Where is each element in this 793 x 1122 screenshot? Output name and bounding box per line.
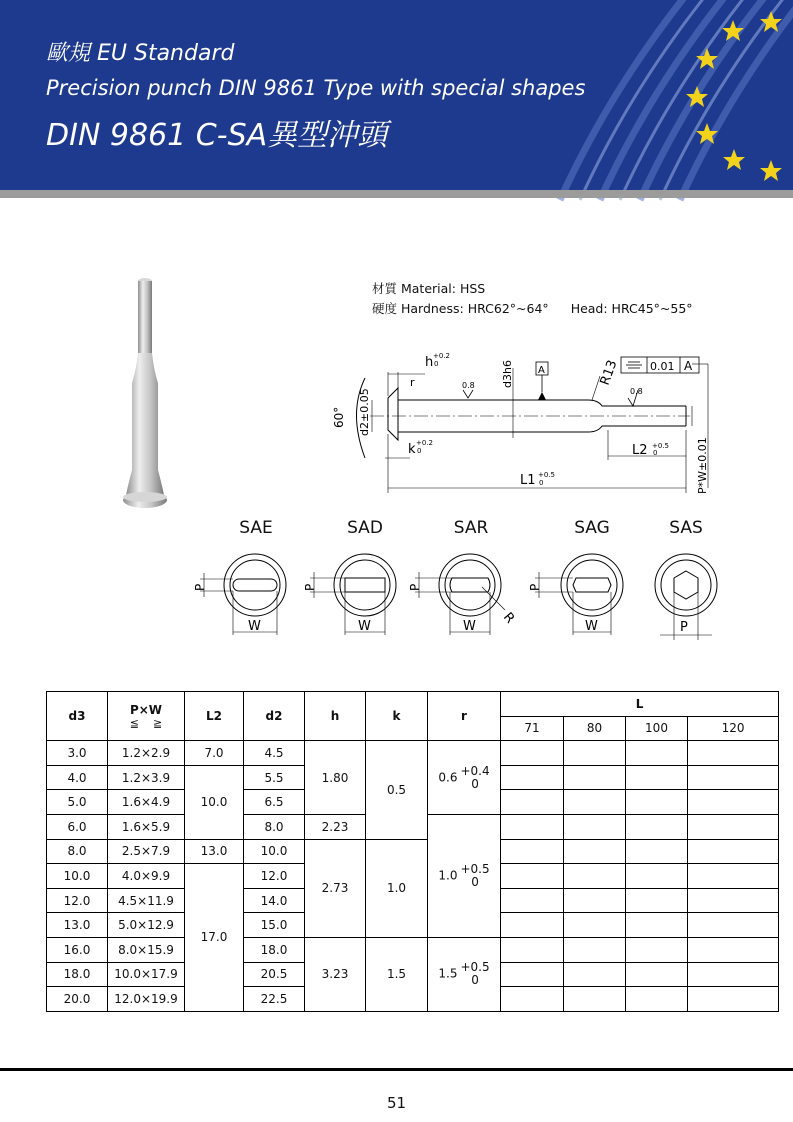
- table-row: [47, 937, 779, 962]
- header-title: DIN 9861 C-SA異型沖頭: [46, 118, 388, 153]
- cell-pw: 5.0×12.9: [108, 913, 185, 938]
- sar-w: W: [463, 619, 476, 634]
- cell-l: [688, 814, 779, 839]
- l2-dim: L2: [632, 443, 648, 458]
- cell-l2: 13.0: [185, 839, 244, 864]
- cell-d3: 6.0: [47, 814, 108, 839]
- pw-dim: P*W±0.01: [696, 437, 709, 494]
- cell-l2: 7.0: [185, 741, 244, 766]
- cell-l: [501, 962, 564, 987]
- cell-pw: 4.5×11.9: [108, 888, 185, 913]
- punch-image: [118, 275, 198, 525]
- header-k: k: [366, 692, 428, 741]
- h-dim: h: [425, 355, 434, 370]
- l-value: 120: [688, 716, 779, 741]
- cell-l: [501, 814, 564, 839]
- page-number: 51: [386, 1094, 407, 1112]
- table-row: [47, 741, 779, 766]
- technical-drawing: [330, 348, 709, 498]
- cell-d3: 5.0: [47, 790, 108, 815]
- type-label-sag: SAG: [574, 518, 610, 538]
- cell-l: [626, 741, 688, 766]
- cell-d2: 10.0: [244, 839, 305, 864]
- cell-l: [501, 864, 564, 889]
- cell-l: [564, 814, 626, 839]
- cell-d3: 20.0: [47, 987, 108, 1012]
- cell-d2: 8.0: [244, 814, 305, 839]
- cell-l: [688, 790, 779, 815]
- cell-d2: 4.5: [244, 741, 305, 766]
- cell-d2: 18.0: [244, 937, 305, 962]
- r-tol-up: +0.5: [460, 861, 490, 876]
- cell-l: [564, 741, 626, 766]
- header-r: r: [428, 692, 501, 741]
- tol-datum: A: [684, 359, 693, 373]
- cell-l: [564, 864, 626, 889]
- r-value: 1.0: [438, 868, 458, 883]
- k-tol: +0.2: [416, 439, 433, 447]
- cell-l: [688, 765, 779, 790]
- footer-divider: [0, 1068, 793, 1071]
- cell-l: [688, 913, 779, 938]
- cell-l: [688, 839, 779, 864]
- cell-l: [626, 913, 688, 938]
- cell-l: [626, 937, 688, 962]
- r-tol-up: +0.4: [460, 763, 490, 778]
- l-value: 80: [564, 716, 626, 741]
- table-header-row: [47, 692, 779, 717]
- sag-p: P: [528, 583, 542, 591]
- cell-r: [428, 937, 501, 1011]
- cell-k: 1.0: [366, 839, 428, 937]
- sae-w: W: [248, 619, 261, 634]
- cell-k: 1.5: [366, 937, 428, 1011]
- l-value: 100: [626, 716, 688, 741]
- cell-l: [501, 937, 564, 962]
- material-text: 材質 Material: HSS: [372, 281, 486, 296]
- cell-h: 2.73: [305, 839, 366, 937]
- cell-d3: 10.0: [47, 864, 108, 889]
- cell-pw: 8.0×15.9: [108, 937, 185, 962]
- cell-l: [688, 937, 779, 962]
- header-pw-sub: ≦ ≧: [129, 716, 163, 730]
- cell-l: [626, 839, 688, 864]
- r-tol-up: +0.5: [460, 960, 490, 975]
- l1-tol0: 0: [539, 479, 544, 487]
- cell-l: [501, 790, 564, 815]
- cell-l: [626, 987, 688, 1012]
- hardness-text: 硬度 Hardness: HRC62°~64°: [372, 301, 549, 316]
- header-subtitle: Precision punch DIN 9861 Type with special shapes: [46, 76, 586, 100]
- cell-l: [564, 839, 626, 864]
- cell-d3: 3.0: [47, 741, 108, 766]
- cell-r: [428, 741, 501, 815]
- sar-r: R: [499, 609, 518, 627]
- cell-pw: 12.0×19.9: [108, 987, 185, 1012]
- cell-d3: 8.0: [47, 839, 108, 864]
- tol-value: 0.01: [650, 360, 675, 373]
- cell-l: [501, 765, 564, 790]
- cell-d2: 5.5: [244, 765, 305, 790]
- sar-p: P: [408, 583, 422, 591]
- type-label-sar: SAR: [453, 518, 489, 538]
- h-tol: +0.2: [433, 352, 450, 360]
- cell-l: [564, 987, 626, 1012]
- header-standard: 歐規 EU Standard: [46, 41, 235, 66]
- cell-l: [564, 962, 626, 987]
- cell-pw: 1.6×5.9: [108, 814, 185, 839]
- r-tol-low: 0: [471, 776, 479, 791]
- cell-l: [501, 888, 564, 913]
- cell-d2: 15.0: [244, 913, 305, 938]
- header-l: L: [501, 692, 779, 717]
- header-banner: [0, 0, 793, 190]
- cell-d3: 13.0: [47, 913, 108, 938]
- cell-l: [564, 913, 626, 938]
- cell-h: 3.23: [305, 937, 366, 1011]
- d2-dim: d2±0.05: [358, 388, 371, 436]
- cell-pw: 1.2×2.9: [108, 741, 185, 766]
- cell-l2: 17.0: [185, 864, 244, 1012]
- header-l2: L2: [185, 692, 244, 741]
- cell-l: [688, 741, 779, 766]
- cell-d3: 16.0: [47, 937, 108, 962]
- cell-l: [626, 962, 688, 987]
- cell-l: [688, 962, 779, 987]
- r-dim: r: [410, 376, 415, 389]
- cell-l: [626, 790, 688, 815]
- type-label-sas: SAS: [669, 518, 703, 538]
- cell-h: 2.23: [305, 814, 366, 839]
- type-label-sad: SAD: [347, 518, 383, 538]
- header-h: h: [305, 692, 366, 741]
- cell-pw: 1.6×4.9: [108, 790, 185, 815]
- cell-l: [501, 741, 564, 766]
- cell-d3: 18.0: [47, 962, 108, 987]
- sae-p: P: [193, 583, 207, 591]
- k-dim: k: [408, 442, 416, 457]
- cell-l: [564, 937, 626, 962]
- cell-l: [688, 888, 779, 913]
- head-outline: [388, 388, 398, 440]
- datum-a: A: [538, 365, 545, 376]
- head-hardness-text: Head: HRC45°~55°: [570, 301, 693, 316]
- sas-p: P: [680, 620, 688, 635]
- cell-l: [688, 987, 779, 1012]
- cell-pw: 2.5×7.9: [108, 839, 185, 864]
- h-tol0: 0: [434, 360, 439, 368]
- cell-l: [626, 888, 688, 913]
- r-value: 0.6: [438, 770, 458, 785]
- cell-l: [626, 814, 688, 839]
- cross-sections: [190, 545, 790, 645]
- cell-k: 0.5: [366, 741, 428, 839]
- table-row: [47, 839, 779, 864]
- angle-dim: 60°: [332, 406, 346, 428]
- cell-r: [428, 814, 501, 937]
- r13-dim: R13: [597, 358, 621, 388]
- cell-l: [501, 987, 564, 1012]
- cell-l: [501, 839, 564, 864]
- l2-tol: +0.5: [652, 442, 669, 450]
- l-value: 71: [501, 716, 564, 741]
- cell-d2: 14.0: [244, 888, 305, 913]
- cell-pw: 4.0×9.9: [108, 864, 185, 889]
- cell-l: [626, 765, 688, 790]
- roughness-1: 0.8: [462, 381, 475, 390]
- l2-tol0: 0: [653, 449, 658, 457]
- r-tol-low: 0: [471, 874, 479, 889]
- cell-h: 1.80: [305, 741, 366, 815]
- hardness-line: [372, 299, 693, 317]
- header-divider: [0, 190, 793, 198]
- k-tol0: 0: [417, 447, 422, 455]
- l1-tol: +0.5: [538, 471, 555, 479]
- cell-d2: 12.0: [244, 864, 305, 889]
- cell-d2: 22.5: [244, 987, 305, 1012]
- cell-d3: 4.0: [47, 765, 108, 790]
- cell-l2: 10.0: [185, 765, 244, 839]
- cell-l: [626, 864, 688, 889]
- l1-dim: L1: [520, 473, 536, 488]
- cell-l: [688, 864, 779, 889]
- header-pw: [108, 692, 185, 741]
- sad-p: P: [303, 583, 317, 591]
- header-pw-label: P×W: [129, 702, 163, 717]
- cell-d3: 12.0: [47, 888, 108, 913]
- sad-w: W: [358, 619, 371, 634]
- cell-l: [501, 913, 564, 938]
- header-d2: d2: [244, 692, 305, 741]
- sag-w: W: [585, 619, 598, 634]
- r-value: 1.5: [438, 966, 458, 981]
- star-icon: [723, 149, 745, 170]
- roughness-2: 0.8: [630, 387, 643, 396]
- r-tol-low: 0: [471, 973, 479, 988]
- header-d3: d3: [47, 692, 108, 741]
- cell-d2: 20.5: [244, 962, 305, 987]
- cell-l: [564, 765, 626, 790]
- d3-dim: d3h6: [501, 360, 514, 388]
- spec-table: [46, 691, 779, 1012]
- type-label-sae: SAE: [239, 518, 273, 538]
- cell-l: [564, 888, 626, 913]
- cell-l: [564, 790, 626, 815]
- star-icon: [760, 160, 782, 181]
- cell-pw: 10.0×17.9: [108, 962, 185, 987]
- cell-d2: 6.5: [244, 790, 305, 815]
- cell-pw: 1.2×3.9: [108, 765, 185, 790]
